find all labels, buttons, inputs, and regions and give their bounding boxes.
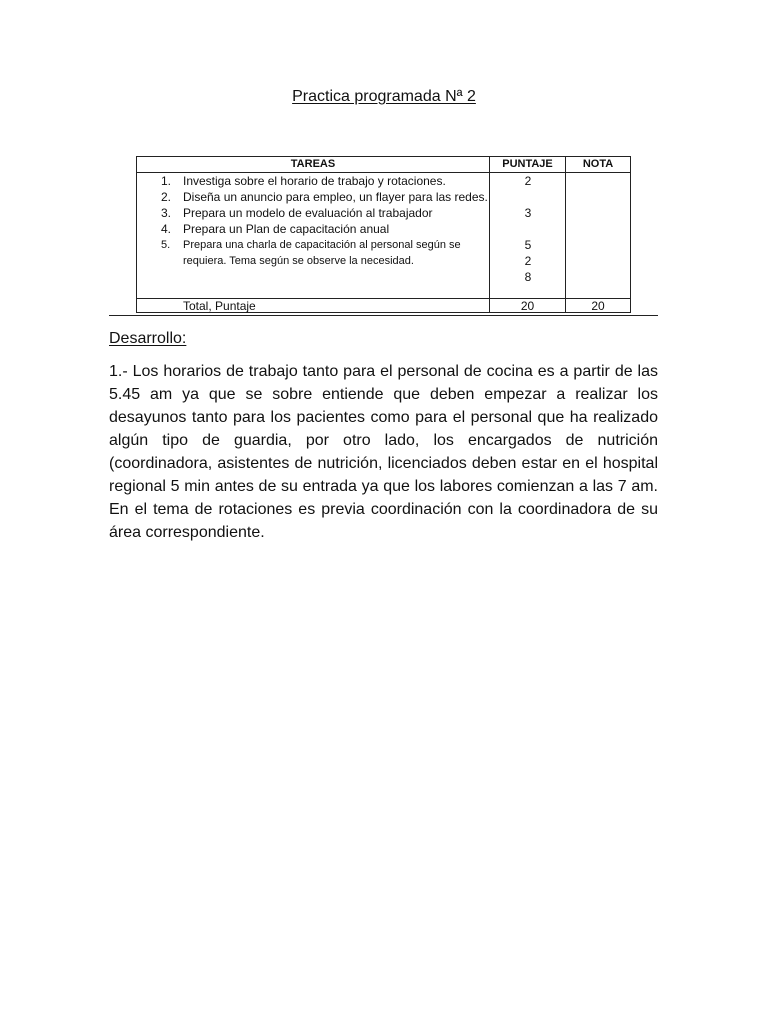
task-item [137,237,489,269]
task-number: 5. [161,239,171,251]
task-item [137,205,489,221]
score-cell: 3 [524,206,532,220]
document-title-text: Practica programada Nª 2 [292,88,476,105]
task-item [137,221,489,237]
document-title [0,87,768,107]
task-text: Diseña un anuncio para empleo, un flayer para las redes. [183,190,488,204]
task-item [137,189,489,205]
score-cell [491,189,565,205]
section-heading: Desarrollo: [109,330,187,347]
total-score: 20 [520,299,535,313]
task-text: Investiga sobre el horario de trabajo y rotaciones. [183,174,446,188]
task-number: 3. [161,206,172,220]
score-cell: 8 [524,270,532,284]
task-item [137,173,489,189]
total-grade: 20 [591,299,605,313]
header-grade: NOTA [582,158,614,170]
header-tasks: TAREAS [290,158,336,170]
score-cell: 2 [524,174,532,188]
total-label: Total, Puntaje [183,299,256,313]
body-paragraph: 1.- Los horarios de trabajo tanto para el personal de cocina es a partir de las 5.45 am ya que se sobre entiende que deben empezar a realizar los desayunos tanto para los pacientes como para el personal que ha realizado algún tipo de guardia, por otro lado, los encargados de nutrición (coordinadora, asistentes de nutrición, licenciados deben estar en el hospital regional 5 min antes de su entrada ya que los labores comienzan a las 7 am. En el tema de rotaciones es previa coordinación con la coordinadora de su área correspondiente. [109,363,658,541]
column-divider [565,157,566,312]
task-list [137,173,489,269]
task-text: Prepara una charla de capacitación al personal según se requiera. Tema según se observe la necesidad. [183,239,461,267]
task-number: 4. [161,222,172,236]
task-number: 2. [161,190,172,204]
score-cell: 2 [524,254,532,268]
task-text: Prepara un Plan de capacitación anual [183,222,390,236]
task-text: Prepara un modelo de evaluación al trabajador [183,206,433,220]
header-score: PUNTAJE [502,158,553,170]
section-divider [109,315,658,316]
task-number: 1. [161,174,172,188]
score-cell [491,221,565,237]
score-list [491,173,565,285]
score-cell: 5 [524,238,532,252]
column-divider [489,157,490,312]
tasks-table [136,156,631,313]
